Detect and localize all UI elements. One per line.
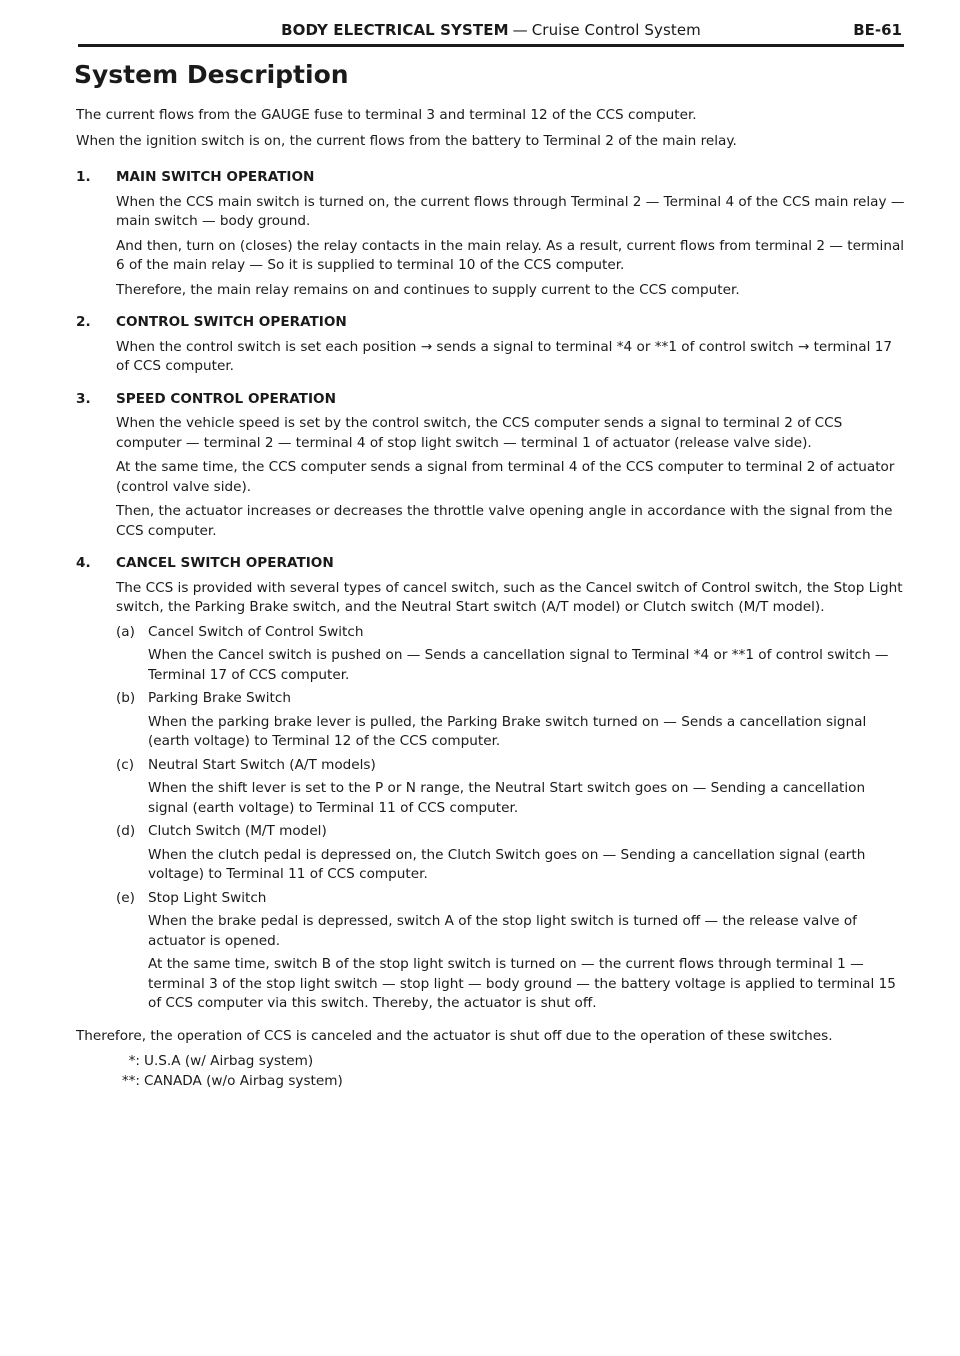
subsection-title: Stop Light Switch (148, 889, 267, 906)
section-control-switch (76, 313, 906, 377)
section-main-switch (76, 168, 906, 300)
subsection-paragraph: When the brake pedal is depressed, switch A of the stop light switch is turned off — the release valve of actuator is opened. (148, 913, 857, 949)
subsection-stop-light (116, 889, 906, 1014)
section-paragraph: The CCS is provided with several types of cancel switch, such as the Cancel switch of Control switch, the Stop Light switch, the Parking Brake switch, and the Neutral Start switch (A/T model) or Clutch switch (M/T model). (116, 579, 903, 615)
subsection-title: Clutch Switch (M/T model) (148, 823, 327, 839)
sections (76, 168, 906, 1091)
subsection-cancel-of-control (116, 623, 906, 686)
subsection-paragraph: When the parking brake lever is pulled, the Parking Brake switch turned on — Sends a cancellation signal (earth voltage) to Terminal 12 of the CCS computer. (148, 713, 867, 749)
section-heading: CONTROL SWITCH OPERATION (116, 314, 347, 330)
subsection-paragraph: When the clutch pedal is depressed on, the Clutch Switch goes on — Sending a cancellation signal (earth voltage) to Terminal 11 of CCS computer. (148, 846, 866, 882)
footnote (106, 1052, 906, 1072)
subsection-title: Neutral Start Switch (A/T models) (148, 756, 376, 773)
section-number: 1. (76, 169, 91, 185)
subsection-neutral-start (116, 756, 906, 819)
section-speed-control (76, 390, 906, 542)
section-paragraph: Therefore, the main relay remains on and continues to supply current to the CCS computer. (116, 281, 740, 298)
subsection-clutch-switch (116, 822, 906, 885)
subsection-label: (c) (116, 756, 135, 773)
subsection-parking-brake (116, 689, 906, 752)
subsection-label: (b) (116, 690, 136, 706)
page-header (78, 20, 904, 47)
footnote-mark: *: (128, 1053, 140, 1069)
footnote (106, 1072, 906, 1092)
section-paragraph: And then, turn on (closes) the relay contacts in the main relay. As a result, current flows from terminal 2 — terminal 6 of the main relay — So it is supplied to terminal 10 of the CCS computer. (116, 237, 905, 273)
footnote-text: CANADA (w/o Airbag system) (144, 1072, 343, 1089)
intro-paragraph: When the ignition switch is on, the current flows from the battery to Terminal 2 of the main relay. (76, 132, 737, 149)
footnote-mark: **: (121, 1072, 140, 1089)
section-heading: CANCEL SWITCH OPERATION (116, 555, 334, 571)
subsection-paragraph: At the same time, switch B of the stop light switch is turned on — the current flows through terminal 1 — terminal 3 of the stop light switch — stop light — body ground — the battery voltage is applied to terminal 15 of CCS computer via this switch. Thereby, the actuator is shut off. (148, 956, 896, 1011)
section-heading: SPEED CONTROL OPERATION (116, 390, 336, 407)
intro-paragraph: The current flows from the GAUGE fuse to terminal 3 and terminal 12 of the CCS computer. (76, 107, 697, 123)
subsection-title: Cancel Switch of Control Switch (148, 623, 364, 640)
subsection-paragraph: When the Cancel switch is pushed on — Sends a cancellation signal to Terminal *4 or **1 of control switch — Terminal 17 of CCS computer. (148, 647, 889, 683)
subsection-label: (a) (116, 623, 135, 640)
subsection-title: Parking Brake Switch (148, 690, 291, 706)
page-title: System Description (74, 60, 349, 89)
section-heading: MAIN SWITCH OPERATION (116, 169, 315, 185)
section-paragraph: When the control switch is set each position → sends a signal to terminal *4 or **1 of control switch → terminal 17 of CCS computer. (116, 338, 893, 374)
header-title (78, 21, 904, 39)
section-number: 2. (76, 314, 91, 330)
closing-paragraph: Therefore, the operation of CCS is canceled and the actuator is shut off due to the operation of these switches. (76, 1027, 833, 1044)
page-number: BE-61 (853, 21, 902, 39)
section-paragraph: When the vehicle speed is set by the control switch, the CCS computer sends a signal to terminal 2 of CCS computer — terminal 2 — terminal 4 of stop light switch — terminal 1 of actuator (release valve side). (116, 415, 843, 451)
section-number: 3. (76, 390, 91, 407)
header-section: BODY ELECTRICAL SYSTEM (281, 21, 509, 39)
subsection-label: (d) (116, 823, 136, 839)
subsection-label: (e) (116, 889, 135, 906)
section-cancel-switch (76, 554, 906, 1014)
subsection-paragraph: When the shift lever is set to the P or N range, the Neutral Start switch goes on — Sending a cancellation signal (earth voltage) to Terminal 11 of CCS computer. (148, 780, 866, 816)
section-paragraph: At the same time, the CCS computer sends a signal from terminal 4 of the CCS computer to terminal 2 of actuator (control valve side). (116, 459, 895, 495)
footnotes (76, 1052, 906, 1091)
footnote-text: U.S.A (w/ Airbag system) (144, 1053, 314, 1069)
header-subsection: Cruise Control System (531, 21, 701, 39)
section-paragraph: Then, the actuator increases or decreases the throttle valve opening angle in accordance with the signal from the CCS computer. (116, 503, 893, 539)
section-paragraph: When the CCS main switch is turned on, the current flows through Terminal 2 — Terminal 4 of the CCS main relay — main switch — body ground. (116, 193, 905, 229)
section-number: 4. (76, 555, 91, 571)
intro (76, 106, 906, 157)
header-separator: — (512, 21, 528, 39)
